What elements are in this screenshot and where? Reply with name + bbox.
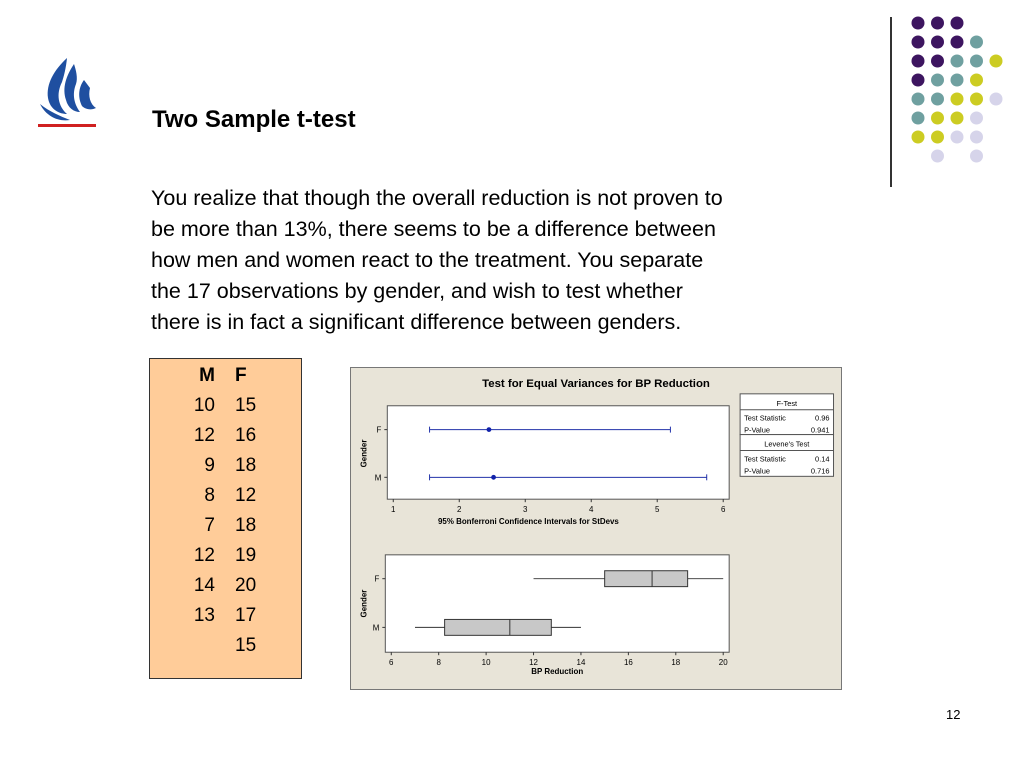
cell-f: 18 bbox=[235, 455, 257, 476]
decorative-dot bbox=[970, 93, 983, 106]
cell-f: 19 bbox=[235, 545, 257, 566]
decorative-dot bbox=[951, 131, 964, 144]
levene-stat-value: 0.716 bbox=[810, 466, 830, 476]
cell-f: 12 bbox=[235, 485, 257, 506]
interval-point bbox=[487, 427, 492, 432]
x-tick-label: 14 bbox=[576, 658, 586, 668]
decorative-dot bbox=[912, 55, 925, 68]
ftest-stat-value: 0.941 bbox=[810, 425, 830, 435]
decorative-dot bbox=[970, 131, 983, 144]
table-row bbox=[150, 515, 303, 545]
y-tick-label: F bbox=[374, 574, 380, 584]
ftest-stat-label: Test Statistic bbox=[744, 413, 786, 423]
paragraph-line: You realize that though the overall reduction is not proven to bbox=[151, 186, 723, 210]
decorative-dot bbox=[912, 17, 925, 30]
decorative-dot bbox=[990, 55, 1003, 68]
decorative-dot bbox=[931, 17, 944, 30]
decorative-dot bbox=[951, 36, 964, 49]
y-tick-label: M bbox=[374, 473, 382, 483]
interval-plot-area bbox=[387, 406, 729, 499]
decorative-dot bbox=[912, 93, 925, 106]
header-cell-m: M bbox=[199, 365, 215, 386]
x-tick-label: 2 bbox=[457, 505, 462, 515]
decorative-dot bbox=[912, 74, 925, 87]
cell-f: 17 bbox=[235, 605, 257, 626]
table-row bbox=[150, 395, 303, 425]
minitab-chart-panel bbox=[350, 367, 842, 690]
decorative-dot bbox=[931, 74, 944, 87]
cell-m: 12 bbox=[193, 425, 215, 446]
y-axis-label: Gender bbox=[359, 439, 369, 468]
decorative-dot bbox=[931, 55, 944, 68]
cell-m: 8 bbox=[204, 485, 215, 506]
decorative-dot bbox=[951, 55, 964, 68]
decorative-dot-grid bbox=[0, 0, 1024, 200]
flame-logo-icon bbox=[34, 54, 100, 132]
levene-stat-label: P-Value bbox=[744, 466, 770, 476]
levene-title: Levene's Test bbox=[764, 439, 810, 449]
cell-m: 13 bbox=[193, 605, 215, 626]
table-row bbox=[150, 485, 303, 515]
decorative-dot bbox=[951, 112, 964, 125]
y-axis-label: Gender bbox=[359, 589, 369, 618]
decorative-dot bbox=[990, 93, 1003, 106]
table-row bbox=[150, 635, 303, 665]
y-tick-label: M bbox=[372, 623, 380, 633]
decorative-dot bbox=[931, 93, 944, 106]
header-cell-f: F bbox=[235, 365, 247, 386]
x-tick-label: 16 bbox=[623, 658, 633, 668]
decorative-dot bbox=[951, 74, 964, 87]
cell-m: 7 bbox=[204, 515, 215, 536]
paragraph-line: the 17 observations by gender, and wish to test whether bbox=[151, 279, 683, 303]
table-header-row bbox=[150, 365, 303, 395]
x-tick-label: 8 bbox=[436, 658, 441, 668]
decorative-dot bbox=[970, 36, 983, 49]
chart-title: Test for Equal Variances for BP Reduction bbox=[482, 377, 710, 390]
decorative-dot bbox=[951, 93, 964, 106]
x-tick-label: 10 bbox=[481, 658, 491, 668]
table-row bbox=[150, 575, 303, 605]
decorative-dot bbox=[970, 150, 983, 163]
x-tick-label: 6 bbox=[720, 505, 726, 515]
box bbox=[445, 619, 552, 635]
cell-f: 16 bbox=[235, 425, 257, 446]
decorative-dot bbox=[931, 150, 944, 163]
x-tick-label: 5 bbox=[655, 505, 660, 515]
table-row bbox=[150, 425, 303, 455]
vertical-divider bbox=[890, 17, 892, 187]
table-row bbox=[150, 605, 303, 635]
x-tick-label: 20 bbox=[718, 658, 728, 668]
slide-paragraph bbox=[151, 183, 841, 338]
decorative-dot bbox=[931, 131, 944, 144]
x-tick-label: 12 bbox=[529, 658, 538, 668]
decorative-dot bbox=[912, 112, 925, 125]
boxplot-area bbox=[385, 555, 729, 652]
x-tick-label: 1 bbox=[391, 505, 396, 515]
decorative-dot bbox=[931, 36, 944, 49]
x-axis-label: BP Reduction bbox=[531, 667, 584, 677]
decorative-dot bbox=[970, 74, 983, 87]
x-tick-label: 4 bbox=[589, 505, 594, 515]
ftest-stat-label: P-Value bbox=[744, 425, 770, 435]
table-row bbox=[150, 545, 303, 575]
x-tick-label: 3 bbox=[523, 505, 528, 515]
x-axis-label: 95% Bonferroni Confidence Intervals for StDevs bbox=[437, 517, 619, 527]
x-tick-label: 18 bbox=[671, 658, 681, 668]
decorative-dot bbox=[912, 36, 925, 49]
cell-m: 9 bbox=[204, 455, 215, 476]
decorative-dot bbox=[970, 55, 983, 68]
interval-point bbox=[491, 475, 496, 480]
cell-m: 14 bbox=[193, 575, 215, 596]
decorative-dot bbox=[951, 17, 964, 30]
paragraph-line: there is in fact a significant difference between genders. bbox=[151, 310, 682, 334]
cell-f: 18 bbox=[235, 515, 257, 536]
data-table bbox=[149, 358, 302, 679]
cell-m: 10 bbox=[193, 395, 215, 416]
decorative-dot bbox=[970, 112, 983, 125]
x-tick-label: 6 bbox=[389, 658, 394, 668]
page-number: 12 bbox=[946, 707, 961, 722]
levene-stat-label: Test Statistic bbox=[744, 454, 786, 464]
ftest-title: F-Test bbox=[776, 398, 798, 408]
cell-f: 15 bbox=[235, 635, 257, 656]
slide-title: Two Sample t-test bbox=[152, 106, 356, 133]
paragraph-line: how men and women react to the treatment. You separate bbox=[151, 248, 704, 272]
cell-f: 15 bbox=[235, 395, 257, 416]
y-tick-label: F bbox=[376, 425, 382, 435]
table-row bbox=[150, 455, 303, 485]
decorative-dot bbox=[912, 131, 925, 144]
paragraph-line: be more than 13%, there seems to be a difference between bbox=[151, 217, 716, 241]
cell-f: 20 bbox=[235, 575, 257, 596]
decorative-dot bbox=[931, 112, 944, 125]
ftest-stat-value: 0.96 bbox=[815, 413, 830, 423]
box bbox=[605, 571, 688, 587]
levene-stat-value: 0.14 bbox=[815, 454, 830, 464]
cell-m: 12 bbox=[193, 545, 215, 566]
